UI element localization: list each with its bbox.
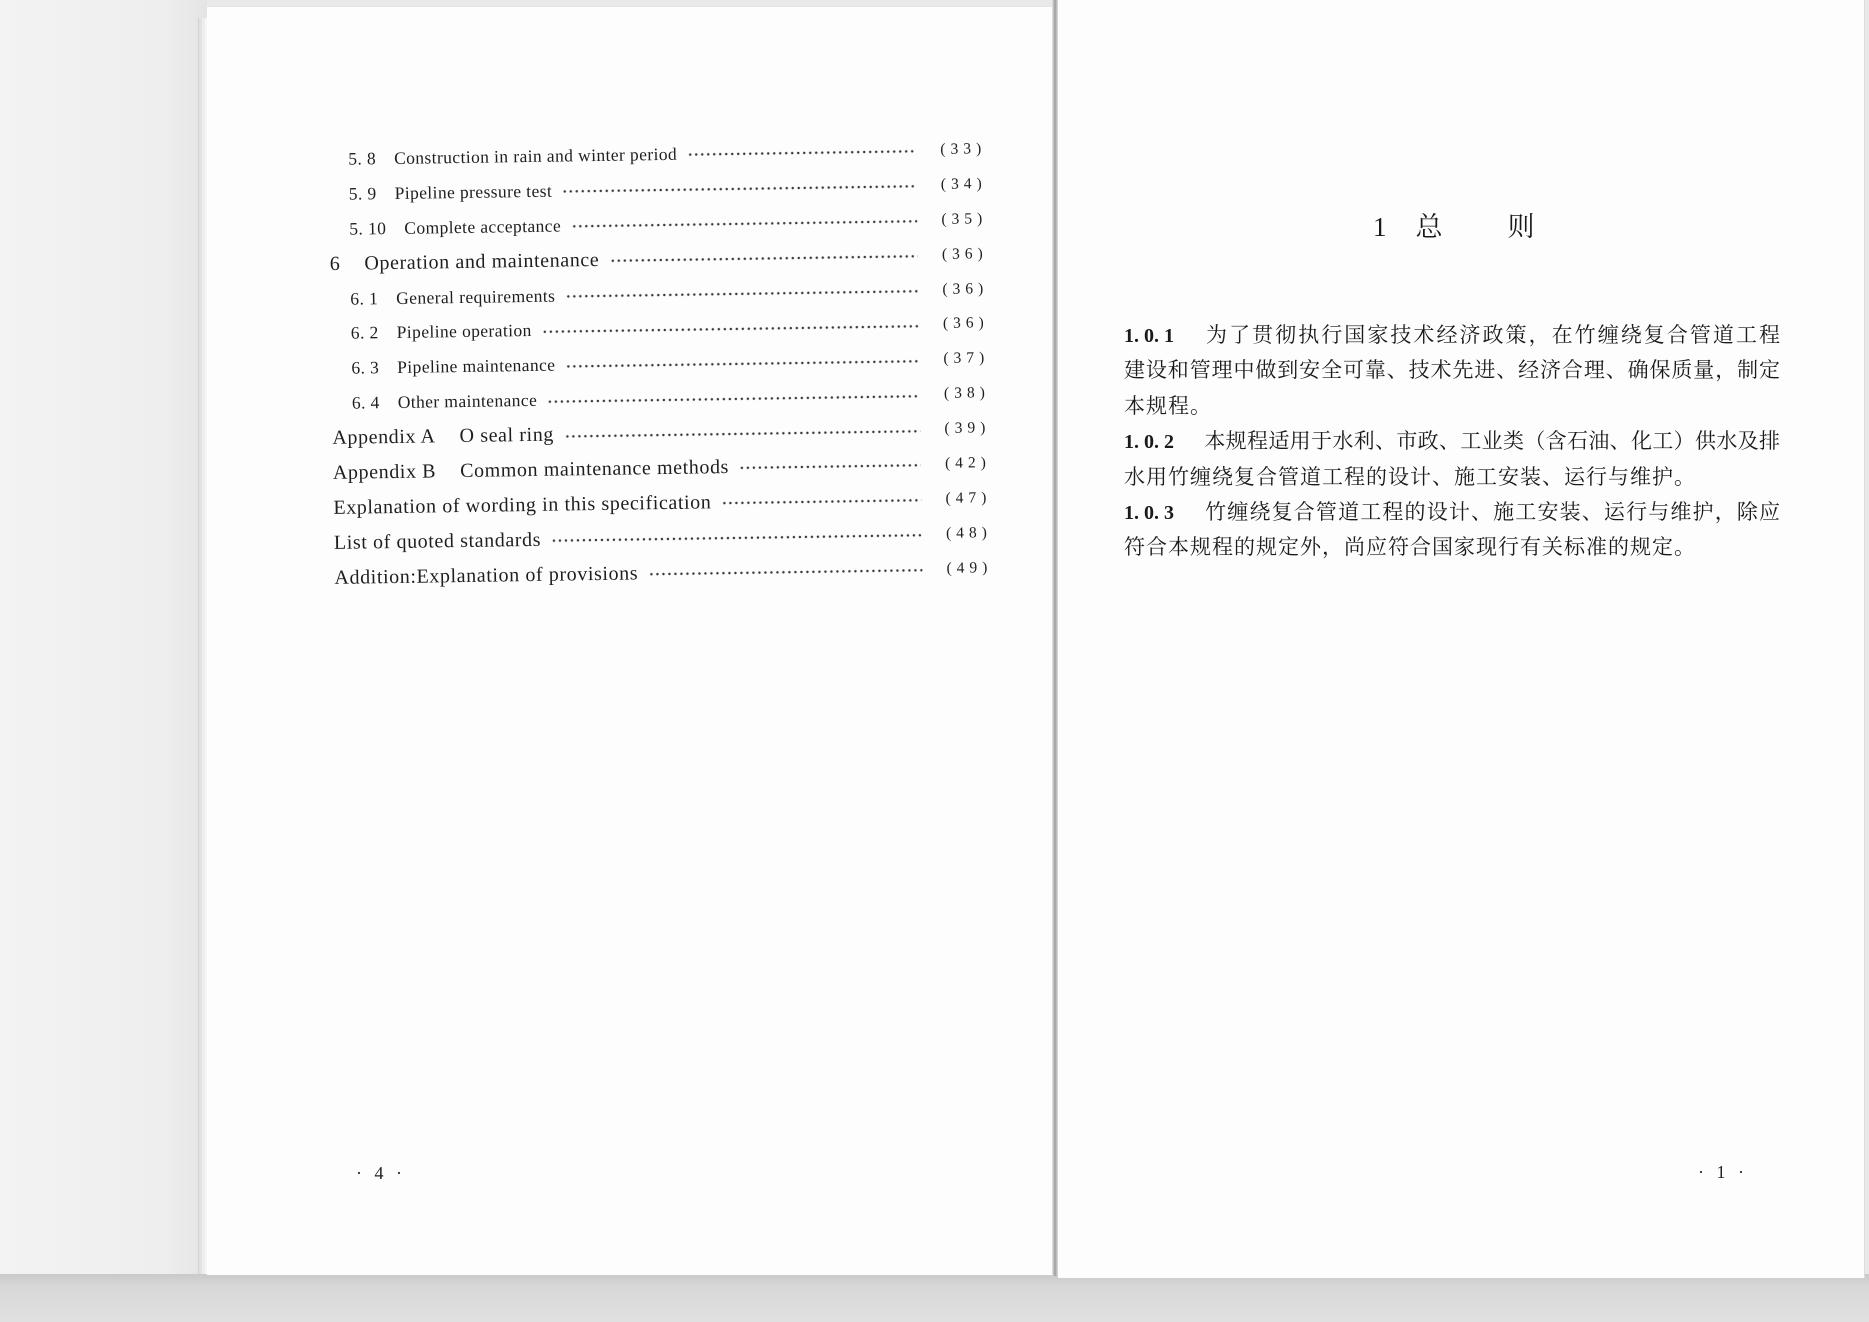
clause [1124,424,1780,495]
toc-entry-page-number: (37) [943,349,990,368]
toc-entry-page-number: (33) [940,140,987,158]
toc-dot-leader [547,392,920,406]
chapter-title: 总则 [1415,212,1600,242]
clause-text: 为了贯彻执行国家技术经济政策，在竹缠绕复合管道工程 [1204,323,1780,347]
toc-entry-page-number: (38) [943,384,990,403]
toc-dot-leader [648,566,922,578]
toc-entry-number: 6. 2 [350,322,379,344]
clause-text: 建设和管理中做到安全可靠、技术先进、经济合理、确保质量，制定 [1124,358,1780,383]
clause [1124,318,1780,424]
toc-dot-leader [721,497,921,508]
clause-number: 1. 0. 1 [1124,325,1174,347]
toc-entry-page-number: (42) [944,454,991,472]
toc-entry-page-number: (39) [944,419,991,437]
toc-entry-title: Addition:Explanation of provisions [334,562,639,589]
clause-line [1124,495,1780,530]
toc-entry-number: 5. 10 [349,217,387,239]
toc-dot-leader [542,322,919,336]
table-of-contents [326,132,993,595]
clause-line [1124,389,1780,424]
toc-entry-number: 6. 4 [351,392,380,413]
toc-dot-leader [609,252,918,265]
toc-entry-number: 6. 1 [350,287,379,309]
toc-entry-title: Pipeline operation [396,320,532,343]
clause-line [1124,424,1780,459]
clause-line [1124,460,1780,495]
toc-dot-leader [687,148,916,159]
toc-entry-title: List of quoted standards [333,528,542,554]
scanner-background-left [0,0,207,1322]
toc-entry-page-number: (47) [945,489,992,507]
clause-text: 符合本规程的规定外，尚应符合国家现行有关标准的规定。 [1124,535,1696,560]
chapter-heading [1373,208,1600,246]
left-page [207,6,1052,1275]
toc-entry-page-number: (49) [946,558,993,577]
toc-entry-title: Operation and maintenance [364,248,600,275]
chapter-number: 1 [1373,212,1387,242]
toc-dot-leader [562,183,917,196]
toc-dot-leader [739,462,921,473]
toc-entry-title: Explanation of wording in this specification [333,491,712,519]
clause-number: 1. 0. 2 [1124,431,1174,454]
clause [1124,495,1780,566]
toc-entry-page-number: (36) [942,314,989,333]
toc-entry-title: Pipeline maintenance [397,354,556,378]
toc-entry-page-number: (34) [940,175,987,193]
toc-dot-leader [564,427,921,440]
toc-entry-page-number: (35) [941,209,988,228]
clause-line [1124,353,1780,388]
toc-entry-title: Complete acceptance [404,215,562,238]
toc-entry-number: Appendix B [332,460,437,484]
clause-line [1124,318,1780,353]
clause-number: 1. 0. 3 [1124,501,1174,524]
page-number-footer: · 4 · [356,1163,406,1183]
toc-entry-number: 5. 8 [348,148,377,169]
toc-dot-leader [551,531,922,545]
toc-entry-title: O seal ring [459,423,555,448]
toc-dot-leader [565,357,919,370]
toc-entry-page-number: (36) [942,279,989,298]
clause-text: 本规程。 [1124,393,1212,418]
toc-entry-title: Construction in rain and winter period [393,143,678,168]
scanner-background-bottom [0,1274,1869,1322]
clause-list [1124,318,1780,566]
toc-entry-number: Appendix A [332,425,436,450]
toc-entry-title: Other maintenance [397,390,538,413]
toc-dot-leader [571,217,917,230]
clause-line [1124,530,1780,565]
clause-text: 本规程适用于水利、市政、工业类（含石油、化工）供水及排 [1204,429,1780,454]
page-number-footer: · 1 · [1698,1162,1748,1182]
toc-entry-title: Pipeline pressure test [394,180,553,203]
toc-dot-leader [565,287,918,300]
toc-entry-title: General requirements [396,285,556,308]
toc-entry-number: 6. 3 [351,357,380,378]
right-page [1058,0,1865,1278]
clause-text: 水用竹缠绕复合管道工程的设计、施工安装、运行与维护。 [1124,464,1696,489]
toc-entry-number: 6 [329,252,341,275]
clause-text: 竹缠绕复合管道工程的设计、施工安装、运行与维护，除应 [1204,499,1780,524]
toc-entry-title: Common maintenance methods [459,456,730,483]
toc-entry-page-number: (36) [941,244,988,263]
toc-entry-number: 5. 9 [348,183,377,204]
toc-entry-page-number: (48) [945,523,992,542]
